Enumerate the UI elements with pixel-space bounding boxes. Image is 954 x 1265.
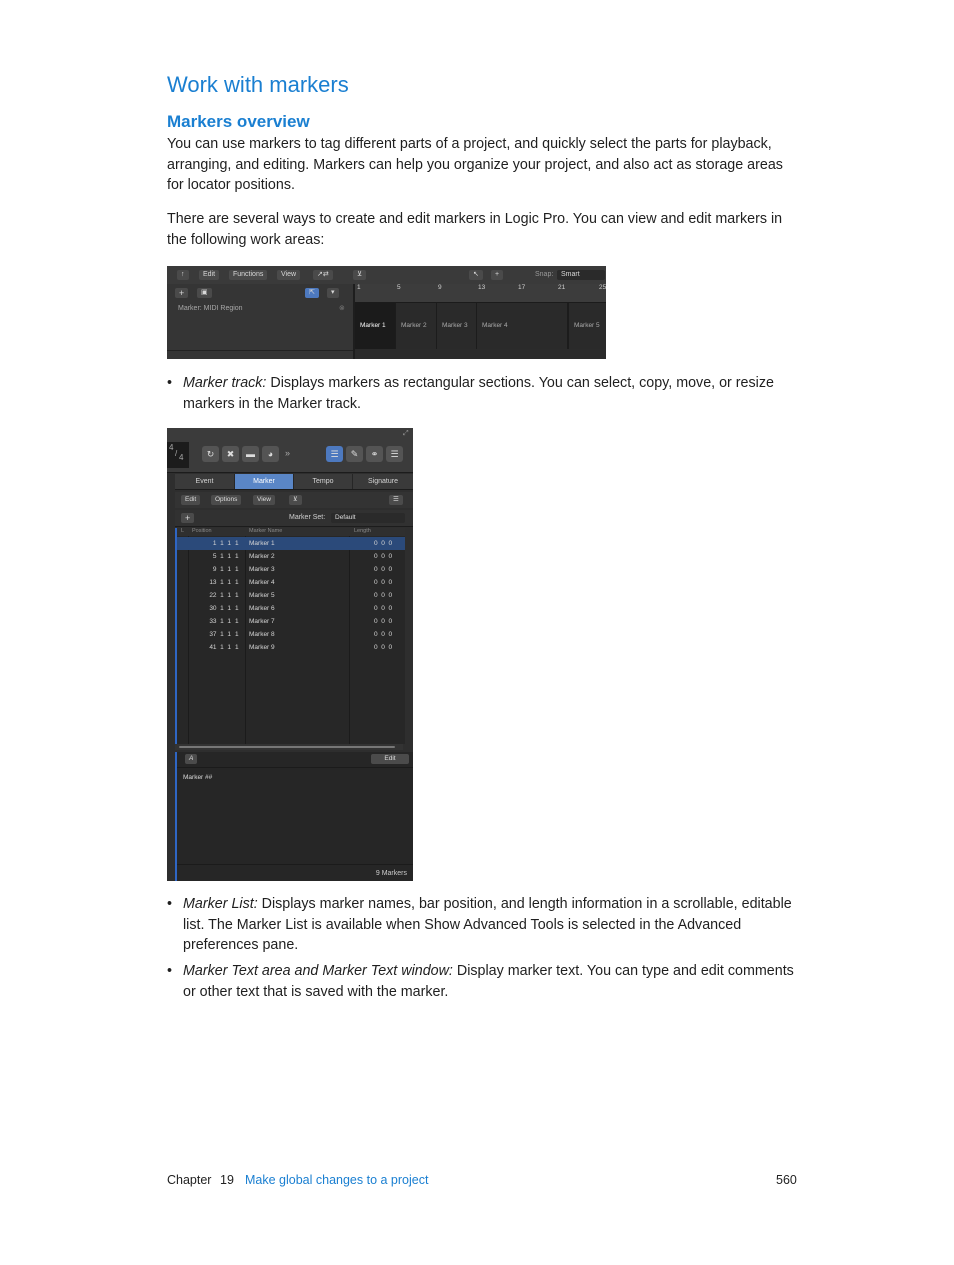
row-position-sub: 1	[235, 618, 239, 625]
ruler-tick: 17	[518, 284, 526, 291]
view-menu[interactable]: View	[253, 495, 275, 505]
horizontal-scrollbar[interactable]	[175, 744, 403, 750]
scroll-thumb[interactable]	[179, 746, 395, 748]
functions-menu[interactable]: Functions	[229, 270, 267, 280]
divider	[177, 864, 413, 865]
settings-icon[interactable]: ☰	[389, 495, 403, 505]
row-name: Marker 8	[249, 631, 275, 638]
marker-region[interactable]	[355, 303, 396, 349]
row-length: 0 0 0	[374, 618, 393, 625]
bullet-marker-text	[167, 961, 797, 1005]
row-position: 33 1 1	[209, 618, 231, 625]
list-icon[interactable]: ☰	[326, 446, 343, 462]
marker-label: Marker 4	[482, 322, 508, 329]
bullet-term: Marker Text area and Marker Text window:	[183, 963, 453, 979]
marker-track-lane	[355, 303, 606, 349]
snap-select[interactable]: Smart	[557, 270, 605, 280]
table-row[interactable]	[177, 615, 405, 628]
table-row[interactable]	[177, 641, 405, 654]
marker-list-screenshot	[167, 428, 413, 881]
edit-button[interactable]: Edit	[371, 754, 409, 764]
signature-top: 4	[169, 443, 174, 452]
page-number: 560	[776, 1173, 797, 1187]
bullet-text	[183, 961, 797, 1002]
row-name: Marker 3	[249, 566, 275, 573]
row-length: 0 0 0	[374, 566, 393, 573]
divider	[177, 767, 413, 768]
row-position-sub: 1	[235, 605, 239, 612]
row-length: 0 0 0	[374, 592, 393, 599]
col-marker-name[interactable]: Marker Name	[249, 528, 283, 534]
marker-label: Marker 5	[574, 322, 600, 329]
marker-region[interactable]	[396, 303, 437, 349]
ruler[interactable]	[355, 284, 606, 303]
ruler-tick: 9	[438, 284, 442, 291]
row-position: 22 1 1	[209, 592, 231, 599]
table-row[interactable]	[177, 602, 405, 615]
bullet-dot: •	[167, 375, 173, 391]
marker-text: Marker ##	[183, 774, 213, 781]
row-position: 1 1 1	[212, 540, 231, 547]
work-areas-paragraph: There are several ways to create and edit markers in Logic Pro. You can view and edit markers in the following work areas:	[167, 211, 783, 248]
snap-label: Snap:	[535, 271, 554, 278]
marker-track-label: Marker: MIDI Region	[178, 305, 243, 312]
bullet-text	[183, 373, 797, 414]
row-position-sub: 1	[235, 592, 239, 599]
row-position: 9 1 1	[212, 566, 231, 573]
row-name: Marker 6	[249, 605, 275, 612]
row-name: Marker 4	[249, 579, 275, 586]
marker-count: 9 Markers	[375, 870, 407, 877]
filter-icon[interactable]: ⊻	[289, 495, 302, 505]
add-marker-button[interactable]: +	[181, 513, 194, 523]
ruler-tick: 1	[357, 284, 361, 291]
table-row[interactable]	[177, 537, 405, 550]
row-position: 13 1 1	[209, 579, 231, 586]
list-tabs	[175, 474, 413, 490]
ruler-tick: 13	[478, 284, 486, 291]
time-signature-display	[167, 442, 189, 468]
list-header	[177, 528, 405, 536]
track-header-area	[167, 284, 355, 359]
marker-region[interactable]	[437, 303, 477, 349]
chevron-down-icon[interactable]: ▾	[327, 288, 339, 298]
add-track-icon[interactable]: +	[175, 288, 188, 298]
col-length[interactable]: Length	[354, 528, 371, 534]
table-row[interactable]	[177, 628, 405, 641]
browser-icon[interactable]: ☰	[386, 446, 403, 462]
marker-region[interactable]	[568, 303, 606, 349]
row-position-sub: 1	[235, 579, 239, 586]
bullet-term: Marker track:	[183, 375, 267, 391]
row-name: Marker 5	[249, 592, 275, 599]
expand-icon[interactable]: ⤢	[403, 430, 409, 437]
row-position-sub: 1	[235, 644, 239, 651]
row-length: 0 0 0	[374, 644, 393, 651]
bullet-term: Marker List:	[183, 896, 258, 912]
row-length: 0 0 0	[374, 579, 393, 586]
table-row[interactable]	[177, 589, 405, 602]
tab-event[interactable]: Event	[175, 474, 235, 489]
section-heading: Markers overview	[167, 112, 310, 131]
tuner-icon[interactable]: ▬	[242, 446, 259, 462]
folder-icon[interactable]: ▣	[197, 288, 212, 298]
marker-set-label: Marker Set:	[289, 514, 326, 521]
row-position-sub: 1	[235, 566, 239, 573]
bullet-text	[183, 894, 797, 956]
row-position-sub: 1	[235, 553, 239, 560]
pointer-tool-icon[interactable]: ↖	[469, 270, 483, 280]
bullet-dot: •	[167, 896, 173, 912]
bullet-marker-list	[167, 894, 797, 958]
metronome-icon[interactable]: ◕	[262, 446, 279, 462]
marker-label: Marker 3	[442, 322, 468, 329]
signature-slash: /	[175, 449, 178, 458]
bullet-marker-track	[167, 373, 797, 417]
row-position: 37 1 1	[209, 631, 231, 638]
row-length: 0 0 0	[374, 553, 393, 560]
notepad-icon[interactable]: ✎	[346, 446, 363, 462]
close-icon[interactable]: ⊗	[339, 305, 345, 312]
row-name: Marker 7	[249, 618, 275, 625]
row-length: 0 0 0	[374, 631, 393, 638]
font-button[interactable]: A	[185, 754, 197, 764]
row-position-sub: 1	[235, 540, 239, 547]
marker-list[interactable]	[175, 528, 405, 744]
bullet-desc: Displays markers as rectangular sections. You can select, copy, move, or resize markers in the Marker track.	[183, 375, 774, 412]
marker-region[interactable]	[477, 303, 568, 349]
marker-set-row	[175, 510, 413, 527]
tab-tempo[interactable]: Tempo	[294, 474, 353, 489]
edit-menu[interactable]: Edit	[181, 495, 200, 505]
filter-icon[interactable]: ⊻	[353, 270, 366, 280]
row-name: Marker 2	[249, 553, 275, 560]
page-heading: Work with markers	[167, 72, 349, 97]
tab-signature[interactable]: Signature	[368, 478, 398, 485]
row-position: 5 1 1	[212, 553, 231, 560]
ruler-tick: 25	[599, 284, 606, 291]
row-position: 30 1 1	[209, 605, 231, 612]
row-position: 41 1 1	[209, 644, 231, 651]
intro-paragraph: You can use markers to tag different parts of a project, and quickly select the parts for playback, arranging, and editing. Markers can help you organize your project, and also act as storage areas for locator positions.	[167, 136, 783, 193]
footer-chapter-number: 19	[220, 1173, 234, 1187]
ruler-tick: 21	[558, 284, 566, 291]
col-l: L	[181, 528, 185, 534]
global-tracks-icon[interactable]: ⇱	[305, 288, 319, 298]
marker-track-toolbar	[167, 266, 606, 285]
col-position[interactable]: Position	[192, 528, 212, 534]
marker-label: Marker 2	[401, 322, 427, 329]
edit-menu[interactable]: Edit	[199, 270, 219, 280]
row-length: 0 0 0	[374, 540, 393, 547]
table-row[interactable]	[177, 576, 405, 589]
pencil-tool-icon[interactable]: +	[491, 270, 503, 280]
options-menu[interactable]: Options	[211, 495, 241, 505]
catch-icon[interactable]: ↗⇄	[313, 270, 333, 280]
list-toolbar	[167, 428, 413, 473]
chevron-double-icon[interactable]: »	[285, 448, 291, 458]
marker-text-area[interactable]	[175, 752, 413, 881]
tab-marker[interactable]: Marker	[235, 474, 294, 489]
footer-chapter-label: Chapter	[167, 1173, 212, 1187]
marker-label: Marker 1	[360, 322, 386, 329]
cycle-icon[interactable]: ↻	[202, 446, 219, 462]
ruler-tick: 5	[397, 284, 401, 291]
back-icon[interactable]: ↑	[177, 270, 189, 280]
row-position-sub: 1	[235, 631, 239, 638]
marker-set-select[interactable]: Default	[331, 513, 405, 523]
divider	[167, 350, 353, 351]
loop-browser-icon[interactable]: ⚭	[366, 446, 383, 462]
marker-track-screenshot	[167, 266, 606, 359]
replace-icon[interactable]: ✖	[222, 446, 239, 462]
row-name: Marker 1	[249, 540, 275, 547]
row-length: 0 0 0	[374, 605, 393, 612]
row-name: Marker 9	[249, 644, 275, 651]
bullet-dot: •	[167, 963, 173, 979]
bullet-desc: Display marker text. You can type and edit comments or other text that is saved with the marker.	[183, 963, 794, 1000]
list-menubar	[175, 492, 413, 508]
signature-bottom: 4	[179, 453, 184, 462]
bullet-desc: Displays marker names, bar position, and length information in a scrollable, editable list. The Marker List is available when Show Advanced Tools is selected in the Advanced preferences pane.	[183, 896, 792, 953]
view-menu[interactable]: View	[277, 270, 300, 280]
table-row[interactable]	[177, 563, 405, 576]
footer-chapter-link[interactable]: Make global changes to a project	[245, 1173, 429, 1187]
table-row[interactable]	[177, 550, 405, 563]
